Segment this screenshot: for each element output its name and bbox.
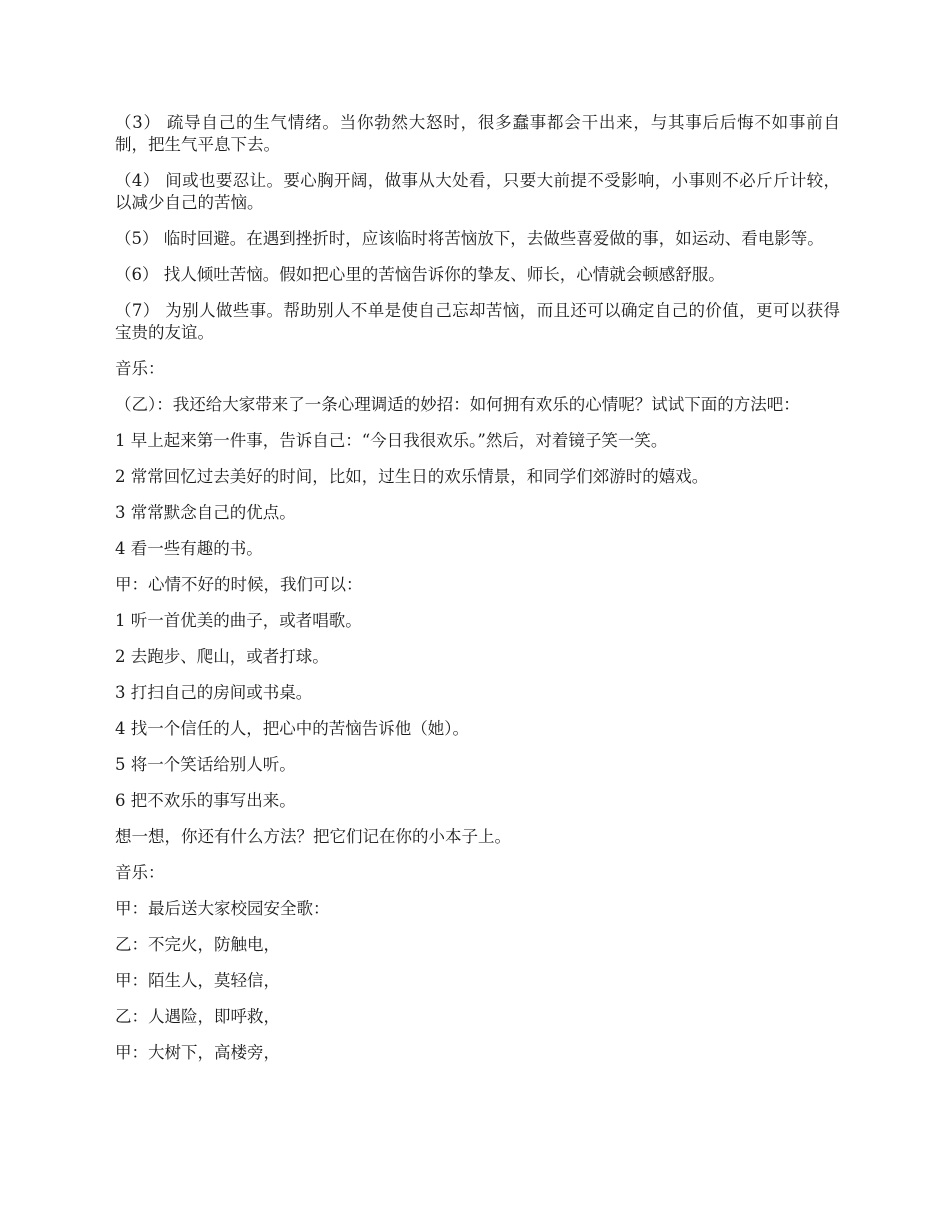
list-item-mood-5: 5 将一个笑话给别人听。 bbox=[115, 755, 296, 774]
song-line-3: 乙：人遇险，即呼救， bbox=[115, 1007, 280, 1026]
paragraph-tip-7: （7） 为别人做些事。帮助别人不单是使自己忘却苦恼，而且还可以确定自己的价值，更可以获得宝贵的友谊。 bbox=[115, 301, 840, 342]
paragraph-tip-6: （6） 找人倾吐苦恼。假如把心里的苦恼告诉你的挚友、师长，心情就会顿感舒服。 bbox=[115, 265, 725, 284]
list-item-happy-1: 1 早上起来第一件事，告诉自己：“今日我很欢乐。”然后，对着镜子笑一笑。 bbox=[115, 431, 668, 450]
document-body bbox=[115, 112, 840, 1078]
list-item-mood-1: 1 听一首优美的曲子，或者唱歌。 bbox=[115, 611, 362, 630]
paragraph-music-2: 音乐： bbox=[115, 863, 165, 882]
paragraph-think: 想一想，你还有什么方法？把它们记在你的小本子上。 bbox=[115, 827, 511, 846]
paragraph-safety-song-intro: 甲：最后送大家校园安全歌： bbox=[115, 899, 330, 918]
paragraph-jia-intro: 甲：心情不好的时候，我们可以： bbox=[115, 575, 363, 594]
list-item-mood-3: 3 打扫自己的房间或书桌。 bbox=[115, 683, 313, 702]
song-line-2: 甲：陌生人，莫轻信， bbox=[115, 971, 280, 990]
song-line-4: 甲：大树下，高楼旁， bbox=[115, 1043, 280, 1062]
paragraph-music-1: 音乐： bbox=[115, 359, 165, 378]
list-item-mood-6: 6 把不欢乐的事写出来。 bbox=[115, 791, 296, 810]
list-item-mood-4: 4 找一个信任的人，把心中的苦恼告诉他（她）。 bbox=[115, 719, 469, 738]
list-item-happy-3: 3 常常默念自己的优点。 bbox=[115, 503, 296, 522]
list-item-mood-2: 2 去跑步、爬山，或者打球。 bbox=[115, 647, 329, 666]
list-item-happy-4: 4 看一些有趣的书。 bbox=[115, 539, 263, 558]
song-line-1: 乙：不完火，防触电， bbox=[115, 935, 280, 954]
list-item-happy-2: 2 常常回忆过去美好的时间，比如，过生日的欢乐情景，和同学们郊游时的嬉戏。 bbox=[115, 467, 709, 486]
paragraph-tip-5: （5） 临时回避。在遇到挫折时，应该临时将苦恼放下，去做些喜爱做的事，如运动、看电影等。 bbox=[115, 229, 824, 248]
paragraph-tip-4: （4） 间或也要忍让。要心胸开阔，做事从大处看，只要大前提不受影响，小事则不必斤斤计较，以减少自己的苦恼。 bbox=[115, 171, 840, 212]
paragraph-yi-intro: （乙）：我还给大家带来了一条心理调适的妙招：如何拥有欢乐的心情呢？试试下面的方法吧： bbox=[115, 395, 800, 414]
paragraph-tip-3: （3） 疏导自己的生气情绪。当你勃然大怒时，很多蠢事都会干出来，与其事后后悔不如事前自制，把生气平息下去。 bbox=[115, 113, 840, 154]
